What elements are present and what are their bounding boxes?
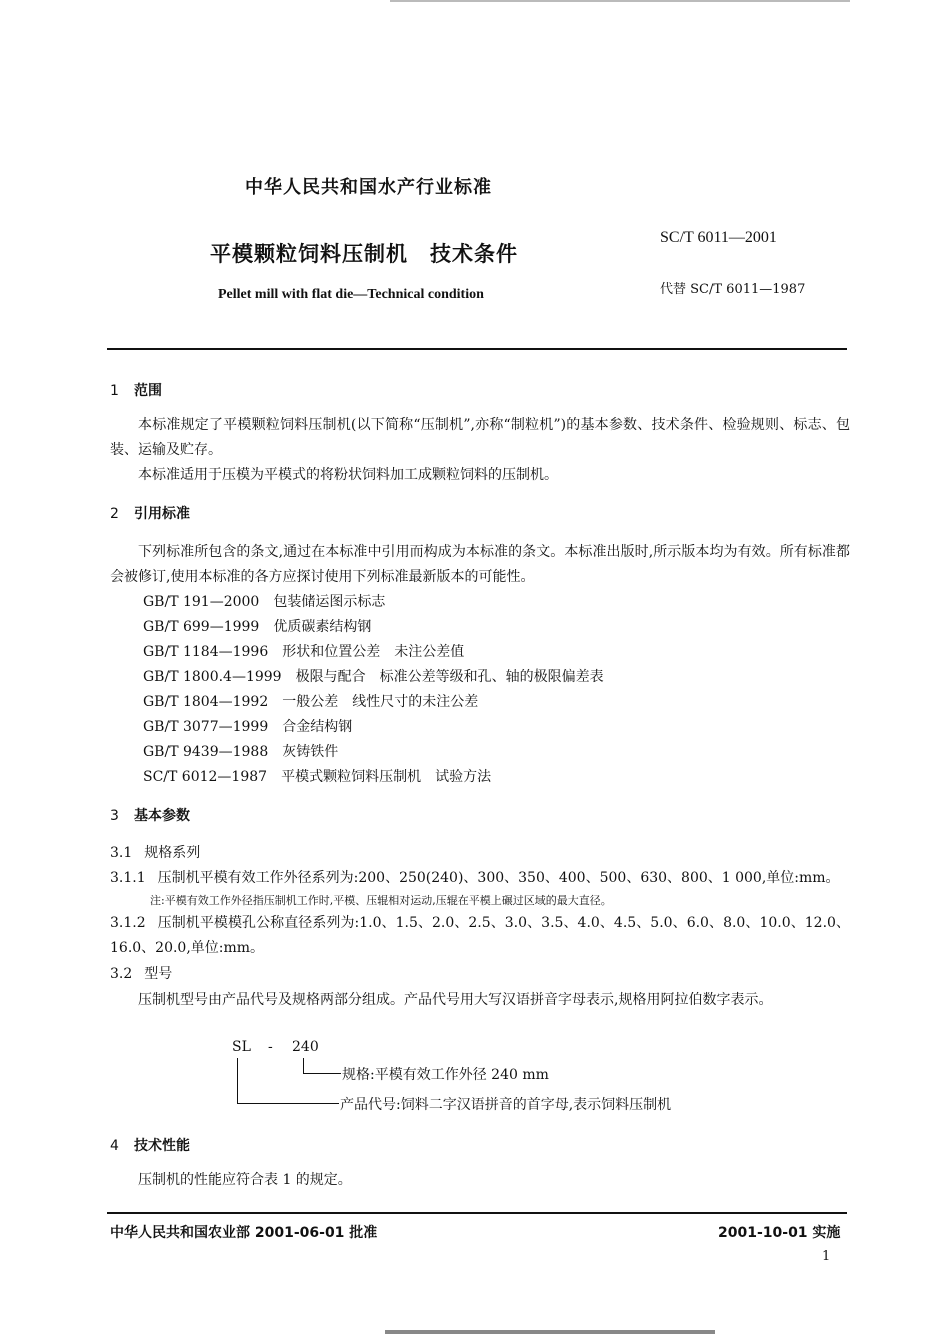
clause-3-1-1: 3.1.1 压制机平模有效工作外径系列为:200、250(240)、300、350、400、500、630、800、1 000,单位:mm。: [110, 870, 840, 886]
scan-mark: [390, 0, 850, 2]
reference-item: GB/T 191—2000 包装储运图示标志: [143, 594, 386, 610]
section-title: 引用标准: [134, 506, 190, 522]
reference-item: GB/T 9439—1988 灰铸铁件: [143, 744, 339, 760]
paragraph: 本标准规定了平模颗粒饲料压制机(以下简称“压制机”,亦称“制粒机”)的基本参数、技术条件、检验规则、标志、包装、运输及贮存。: [110, 417, 850, 458]
section-1-body: [110, 413, 850, 488]
subsection-3-1: 3.1 规格系列: [110, 845, 201, 861]
section-4-body: [110, 1168, 850, 1193]
subsection-3-2: 3.2 型号: [110, 966, 173, 982]
reference-item: GB/T 3077—1999 合金结构钢: [143, 719, 353, 735]
model-size: 240: [292, 1039, 319, 1055]
header-rule: [107, 348, 847, 350]
paragraph: 压制机的性能应符合表 1 的规定。: [138, 1172, 352, 1188]
paragraph: 下列标准所包含的条文,通过在本标准中引用而构成为本标准的条文。本标准出版时,所示版本均为有效。所有标准都会被修订,使用本标准的各方应探讨使用下列标准最新版本的可能性。: [110, 544, 850, 585]
section-number: 2: [110, 506, 119, 522]
standard-number: SC/T 6011—2001: [660, 229, 777, 246]
reference-item: GB/T 1800.4—1999 极限与配合 标准公差等级和孔、轴的极限偏差表: [143, 669, 604, 685]
section-1-heading: [110, 380, 162, 400]
code-label: 产品代号:饲料二字汉语拼音的首字母,表示饲料压制机: [340, 1097, 672, 1113]
section-number: 4: [110, 1138, 119, 1154]
bracket-line: [303, 1073, 341, 1074]
section-3-2-body: [110, 988, 850, 1013]
paragraph: 压制机型号由产品代号及规格两部分组成。产品代号用大写汉语拼音字母表示,规格用阿拉伯数字表示。: [138, 992, 773, 1008]
section-title: 基本参数: [134, 808, 190, 824]
bracket-line: [237, 1103, 339, 1104]
note: 注:平模有效工作外径指压制机工作时,平模、压辊相对运动,压辊在平模上碾过区域的最大直径。: [150, 894, 612, 907]
model-code: SL: [232, 1039, 251, 1055]
implementation-date: 2001-10-01 实施: [718, 1225, 841, 1241]
section-number: 1: [110, 383, 119, 399]
reference-item: GB/T 699—1999 优质碳素结构钢: [143, 619, 372, 635]
paragraph: 本标准适用于压模为平模式的将粉状饲料加工成颗粒饲料的压制机。: [138, 467, 558, 483]
clause-3-1-2: 3.1.2 压制机平模模孔公称直径系列为:1.0、1.5、2.0、2.5、3.0、3.5、4.0、4.5、5.0、6.0、8.0、10.0、12.0、16.0、20.0,单位:mm。: [110, 915, 850, 956]
section-2-heading: [110, 503, 190, 523]
reference-item: SC/T 6012—1987 平模式颗粒饲料压制机 试验方法: [143, 769, 492, 785]
reference-item: GB/T 1804—1992 一般公差 线性尺寸的未注公差: [143, 694, 479, 710]
model-dash: -: [268, 1039, 273, 1055]
section-title: 技术性能: [134, 1138, 190, 1154]
section-title: 范围: [134, 383, 162, 399]
section-2-body: [110, 540, 850, 590]
issuing-org: 中华人民共和国水产行业标准: [245, 177, 492, 198]
approval-line: 中华人民共和国农业部 2001-06-01 批准: [110, 1225, 378, 1241]
document-title-english: Pellet mill with flat die—Technical condition: [218, 287, 484, 302]
section-4-heading: [110, 1135, 190, 1155]
footer-rule: [107, 1212, 847, 1214]
document-title: 平模颗粒饲料压制机 技术条件: [210, 242, 518, 266]
bracket-line: [237, 1058, 238, 1104]
replaces-standard: 代替 SC/T 6011—1987: [660, 282, 806, 297]
section-number: 3: [110, 808, 119, 824]
reference-item: GB/T 1184—1996 形状和位置公差 未注公差值: [143, 644, 465, 660]
bracket-line: [303, 1058, 304, 1074]
size-label: 规格:平模有效工作外径 240 mm: [342, 1067, 549, 1083]
scan-mark: [385, 1330, 715, 1334]
section-3-heading: [110, 805, 190, 825]
page-number: 1: [822, 1249, 831, 1264]
